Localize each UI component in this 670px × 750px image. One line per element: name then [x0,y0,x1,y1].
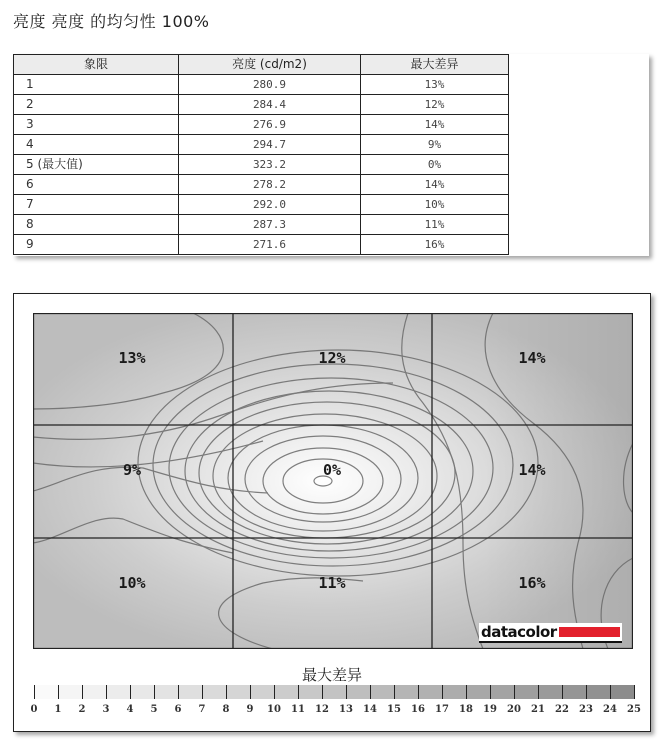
header-quadrant: 象限 [14,55,179,75]
legend-tick [466,685,467,699]
cell-quadrant: 3 [14,115,179,135]
legend-tick [154,685,155,699]
logo-text: datacolor [481,623,557,641]
legend-tick-label: 15 [387,704,401,715]
legend-tick-label: 20 [507,704,521,715]
legend-tick [418,685,419,699]
legend-segment [538,685,562,699]
legend-segment [370,685,394,699]
table-row [14,155,509,175]
legend-tick-label: 24 [603,704,617,715]
cell-luminance: 284.4 [179,95,361,115]
legend-tick-label: 11 [291,704,305,715]
uniformity-chart-panel [13,293,651,732]
cell-label-q2: 12% [318,349,346,367]
legend-segment [202,685,226,699]
cell-label-q6: 14% [518,461,546,479]
legend-tick-label: 8 [222,704,230,715]
cell-max-diff: 13% [361,75,509,95]
table-row [14,235,509,255]
legend-tick-label: 0 [30,704,38,715]
cell-label-q5: 0% [322,461,342,479]
cell-max-diff: 12% [361,95,509,115]
legend-tick-label: 12 [315,704,329,715]
cell-luminance: 294.7 [179,135,361,155]
cell-max-diff: 9% [361,135,509,155]
legend-tick [298,685,299,699]
legend-tick-label: 17 [435,704,449,715]
legend-tick-label: 9 [246,704,254,715]
legend-segment [226,685,250,699]
table-row [14,215,509,235]
legend-tick-label: 6 [174,704,182,715]
legend-segment [346,685,370,699]
cell-max-diff: 14% [361,175,509,195]
legend-tick [514,685,515,699]
cell-luminance: 276.9 [179,115,361,135]
legend-tick [346,685,347,699]
legend-segment [610,685,634,699]
legend-tick [34,685,35,699]
legend-tick [178,685,179,699]
legend-tick [538,685,539,699]
uniformity-table [13,54,509,255]
table-row [14,135,509,155]
table-row [14,115,509,135]
legend-segment [418,685,442,699]
legend-tick [226,685,227,699]
cell-quadrant: 5 (最大值) [14,155,179,175]
table-row [14,95,509,115]
legend-tick-label: 7 [198,704,206,715]
legend-segment [178,685,202,699]
uniformity-table-panel [13,54,649,256]
legend-segment [586,685,610,699]
legend-segment [274,685,298,699]
legend-tick-label: 3 [102,704,110,715]
cell-quadrant: 6 [14,175,179,195]
legend-tick [82,685,83,699]
legend-tick [442,685,443,699]
legend-tick-label: 5 [150,704,158,715]
legend-tick [610,685,611,699]
legend-tick [106,685,107,699]
cell-label-q4: 9% [122,461,142,479]
legend-segment [250,685,274,699]
cell-quadrant: 4 [14,135,179,155]
cell-quadrant: 1 [14,75,179,95]
table-row [14,195,509,215]
legend-tick [562,685,563,699]
cell-max-diff: 10% [361,195,509,215]
cell-label-q1: 13% [118,349,146,367]
legend-segment [34,685,58,699]
legend-tick [202,685,203,699]
logo-red-bar [559,627,620,637]
legend-segment [562,685,586,699]
cell-quadrant: 8 [14,215,179,235]
legend-tick [490,685,491,699]
legend-tick-label: 1 [54,704,62,715]
legend-segment [130,685,154,699]
cell-max-diff: 14% [361,115,509,135]
cell-luminance: 323.2 [179,155,361,175]
page-title: 亮度 亮度 的均匀性 100% [13,12,210,31]
legend-tick-label: 4 [126,704,134,715]
cell-quadrant: 7 [14,195,179,215]
datacolor-logo [479,623,622,643]
legend-tick-label: 16 [411,704,425,715]
legend-tick [322,685,323,699]
legend-segment [442,685,466,699]
legend-tick-label: 2 [78,704,86,715]
legend-tick-label: 19 [483,704,497,715]
legend-segment [298,685,322,699]
legend-tick [130,685,131,699]
legend-segment [58,685,82,699]
legend-tick-label: 18 [459,704,473,715]
legend-segment [154,685,178,699]
table-row [14,75,509,95]
cell-max-diff: 11% [361,215,509,235]
legend-tick [634,685,635,699]
cell-luminance: 280.9 [179,75,361,95]
legend-segment [490,685,514,699]
table-header-row [14,55,509,75]
header-luminance: 亮度 (cd/m2) [179,55,361,75]
legend-tick-label: 23 [579,704,593,715]
legend-segment [106,685,130,699]
legend-segment [82,685,106,699]
legend-segment [514,685,538,699]
legend-tick-label: 21 [531,704,545,715]
cell-luminance: 271.6 [179,235,361,255]
cell-label-q9: 16% [518,574,546,592]
legend-segment [466,685,490,699]
legend-tick [370,685,371,699]
cell-label-q3: 14% [518,349,546,367]
legend-tick [394,685,395,699]
legend-color-scale [34,685,634,699]
legend-segment [322,685,346,699]
cell-max-diff: 16% [361,235,509,255]
cell-max-diff: 0% [361,155,509,175]
legend-tick-label: 25 [627,704,641,715]
legend-tick-label: 22 [555,704,569,715]
legend-tick-label: 14 [363,704,377,715]
cell-quadrant: 2 [14,95,179,115]
legend-tick [58,685,59,699]
cell-label-q7: 10% [118,574,146,592]
legend-tick-label: 13 [339,704,353,715]
legend-tick [250,685,251,699]
cell-luminance: 287.3 [179,215,361,235]
legend-tick-label: 10 [267,704,281,715]
cell-luminance: 292.0 [179,195,361,215]
cell-quadrant: 9 [14,235,179,255]
cell-label-q8: 11% [318,574,346,592]
legend-tick [586,685,587,699]
legend-title: 最大差异 [301,666,362,684]
legend-tick [274,685,275,699]
legend-segment [394,685,418,699]
table-row [14,175,509,195]
header-max-diff: 最大差异 [361,55,509,75]
uniformity-heatmap [33,313,633,649]
cell-luminance: 278.2 [179,175,361,195]
